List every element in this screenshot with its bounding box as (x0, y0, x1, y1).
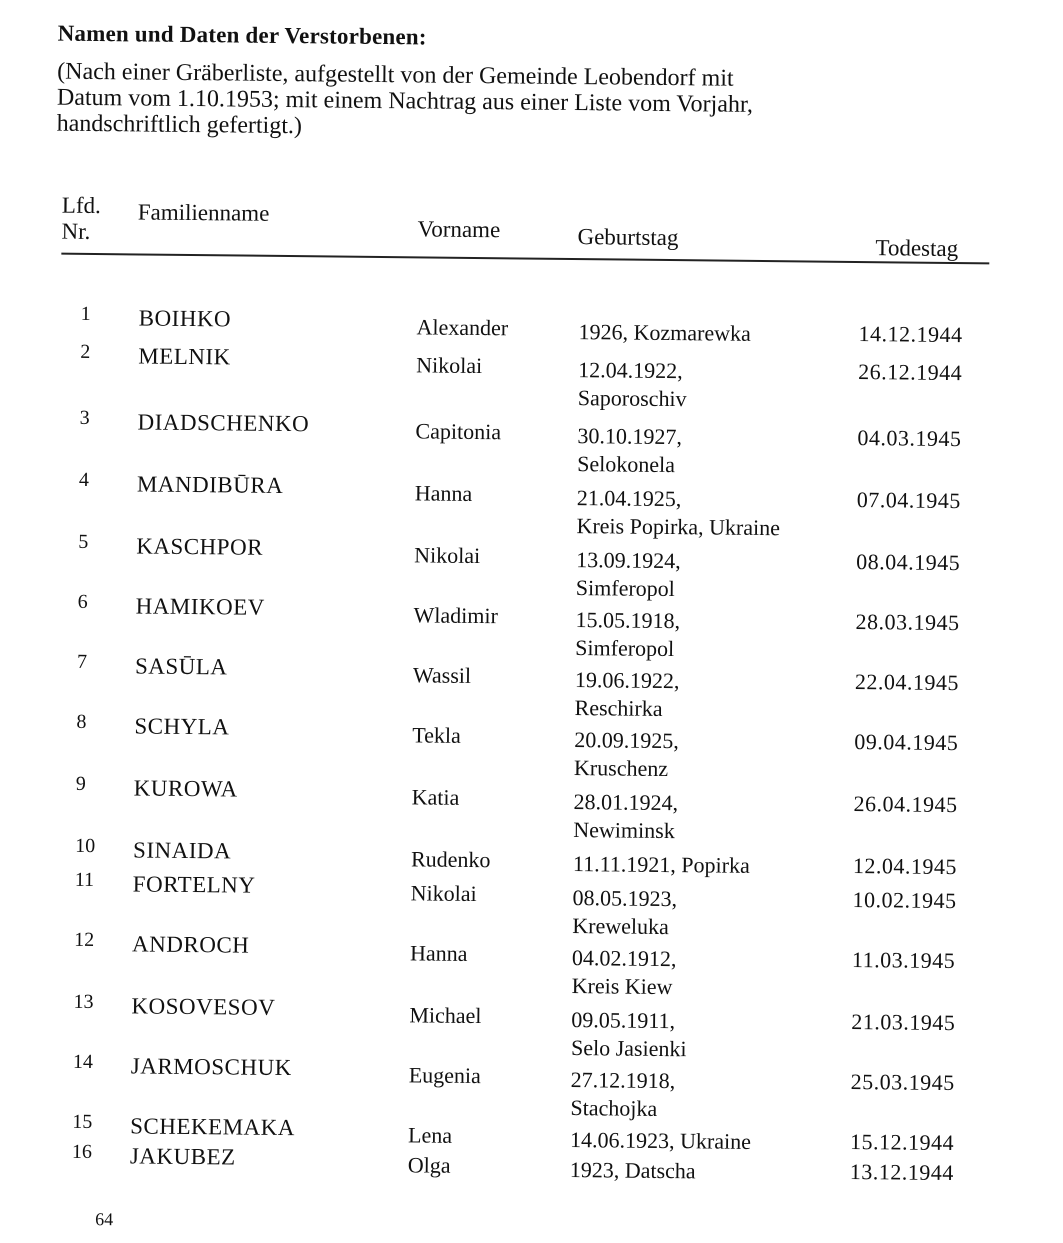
page-number: 64 (95, 1209, 114, 1230)
first-name: Hanna (409, 940, 468, 966)
family-name: ANDROCH (131, 931, 250, 958)
first-name: Eugenia (408, 1062, 481, 1089)
birth-place: Kreis Kiew (571, 973, 673, 1000)
first-name: Katia (411, 784, 460, 810)
birth-date: 20.09.1925, (574, 727, 679, 754)
birth-place: Saporoschiv (577, 385, 687, 412)
column-header-geburtstag: Geburtstag (577, 224, 679, 251)
first-name: Lena (408, 1122, 453, 1148)
death-date: 08.04.1945 (856, 548, 961, 576)
birth-place: Simferopol (575, 575, 676, 602)
first-name: Nikolai (410, 880, 477, 907)
row-number: 3 (79, 406, 90, 429)
birth-data (574, 726, 679, 783)
birth-date: 08.05.1923, (572, 885, 678, 912)
birth-place: Reschirka (574, 695, 663, 721)
first-name: Rudenko (410, 846, 491, 873)
family-name: JARMOSCHUK (130, 1053, 292, 1081)
table-row (0, 468, 1058, 541)
row-number: 7 (76, 650, 88, 673)
death-date: 15.12.1944 (849, 1128, 955, 1156)
source-note-line: handschriftlich gefertigt.) (56, 110, 303, 140)
first-name: Wassil (412, 662, 472, 688)
birth-data (573, 788, 678, 845)
death-date: 13.12.1944 (849, 1158, 954, 1186)
header-rule (61, 253, 989, 265)
source-note-line: (Nach einer Gräberliste, aufgestellt von der Gemeinde Leobendorf mit (57, 58, 734, 92)
birth-date: 28.01.1924, (573, 789, 679, 816)
birth-place: Kreis Popirka, Ukraine (576, 513, 781, 541)
table-row (0, 772, 1055, 844)
table-row (0, 1140, 1051, 1209)
birth-place: Selokonela (577, 451, 676, 478)
first-name: Michael (409, 1002, 482, 1029)
column-header-todestag: Todestag (875, 235, 959, 262)
family-name: KOSOVESOV (131, 993, 276, 1020)
death-date: 25.03.1945 (850, 1068, 955, 1096)
table-row (0, 340, 1059, 412)
birth-date: 11.11.1921, Popirka (572, 851, 750, 878)
first-name: Wladimir (413, 602, 499, 629)
table-row (0, 710, 1056, 782)
first-name: Nikolai (416, 352, 483, 379)
death-date: 28.03.1945 (855, 608, 960, 636)
family-name: MELNIK (138, 343, 231, 370)
death-date: 12.04.1945 (852, 852, 958, 880)
row-number: 15 (72, 1110, 93, 1134)
source-note-line: Datum vom 1.10.1953; mit einem Nachtrag aus einer Liste vom Vorjahr, (56, 84, 754, 118)
first-name: Olga (407, 1152, 451, 1178)
table-row (0, 590, 1057, 662)
birth-data (576, 546, 681, 603)
family-name: SCHEKEMAKA (130, 1113, 296, 1141)
birth-data (570, 1156, 696, 1185)
birth-data (574, 666, 679, 723)
row-number: 10 (75, 834, 96, 858)
row-number: 12 (74, 928, 95, 952)
row-number: 13 (73, 990, 94, 1014)
family-name: HAMIKOEV (135, 593, 266, 620)
row-number: 6 (77, 590, 88, 613)
birth-place: Stachojka (570, 1095, 658, 1121)
death-date: 09.04.1945 (854, 728, 959, 756)
birth-place: Simferopol (575, 635, 675, 662)
birth-data (578, 318, 751, 348)
first-name: Alexander (416, 314, 509, 341)
family-name: KASCHPOR (136, 533, 264, 560)
death-date: 04.03.1945 (857, 425, 962, 452)
birth-place: Kreweluka (572, 913, 669, 940)
row-number: 16 (71, 1140, 93, 1164)
family-name: MANDIBŪRA (136, 471, 284, 498)
birth-data (571, 1006, 687, 1063)
table-row (0, 1050, 1052, 1119)
birth-date: 13.09.1924, (576, 547, 681, 574)
birth-date: 12.04.1922, (578, 357, 683, 384)
family-name: SCHYLA (134, 713, 230, 740)
birth-place: Selo Jasienki (570, 1035, 687, 1062)
birth-date: 09.05.1911, (571, 1007, 676, 1034)
page-heading: Namen und Daten der Verstorbenen: (57, 20, 427, 50)
table-row (0, 530, 1057, 602)
birth-date: 19.06.1922, (574, 667, 680, 694)
row-number: 2 (80, 340, 91, 363)
row-number: 9 (75, 772, 86, 795)
death-date: 26.04.1945 (853, 790, 958, 818)
birth-date: 30.10.1927, (577, 423, 683, 450)
column-header-nr-line2: Nr. (61, 218, 91, 244)
row-number: 4 (78, 468, 90, 491)
birth-date: 04.02.1912, (571, 945, 677, 972)
row-number: 14 (72, 1050, 93, 1074)
birth-data (572, 944, 677, 1001)
birth-date: 1923, Datscha (569, 1157, 696, 1184)
column-header-familienname: Familienname (137, 199, 270, 226)
birth-data (575, 606, 680, 663)
birth-date: 21.04.1925, (576, 485, 682, 512)
birth-date: 1926, Kozmarewka (578, 319, 751, 346)
birth-data (570, 1066, 675, 1123)
source-note (57, 59, 1018, 147)
death-date: 14.12.1944 (858, 321, 963, 348)
row-number: 1 (80, 302, 91, 325)
birth-place: Newiminsk (573, 817, 675, 844)
family-name: KUROWA (133, 775, 238, 802)
table-row (0, 928, 1053, 1000)
table-row (0, 650, 1056, 719)
column-header-nr-line1: Lfd. (61, 192, 101, 219)
first-name: Tekla (412, 722, 462, 748)
family-name: JAKUBEZ (129, 1143, 236, 1170)
column-header-vorname: Vorname (417, 216, 501, 243)
death-date: 26.12.1944 (858, 359, 963, 386)
row-number: 5 (78, 530, 89, 553)
death-date: 10.02.1945 (852, 886, 957, 914)
birth-date: 15.05.1918, (575, 607, 681, 634)
birth-place: Kruschenz (573, 755, 669, 782)
table-row (0, 406, 1059, 478)
birth-data (577, 422, 682, 479)
family-name: BOIHKO (138, 305, 232, 332)
death-date: 07.04.1945 (856, 487, 961, 514)
death-date: 22.04.1945 (854, 668, 960, 696)
birth-date: 14.06.1923, Ukraine (569, 1127, 752, 1154)
family-name: DIADSCHENKO (137, 409, 310, 437)
row-number: 11 (74, 868, 95, 892)
family-name: SASŪLA (134, 653, 228, 680)
first-name: Nikolai (414, 542, 481, 569)
birth-data (572, 884, 677, 941)
family-name: SINAIDA (132, 837, 232, 864)
birth-date: 27.12.1918, (570, 1067, 676, 1094)
death-date: 21.03.1945 (851, 1008, 956, 1036)
death-date: 11.03.1945 (851, 946, 956, 974)
first-name: Capitonia (415, 418, 502, 445)
first-name: Hanna (414, 480, 473, 506)
family-name: FORTELNY (132, 871, 256, 898)
birth-data (578, 356, 687, 413)
birth-data (576, 484, 780, 542)
row-number: 8 (76, 710, 87, 733)
